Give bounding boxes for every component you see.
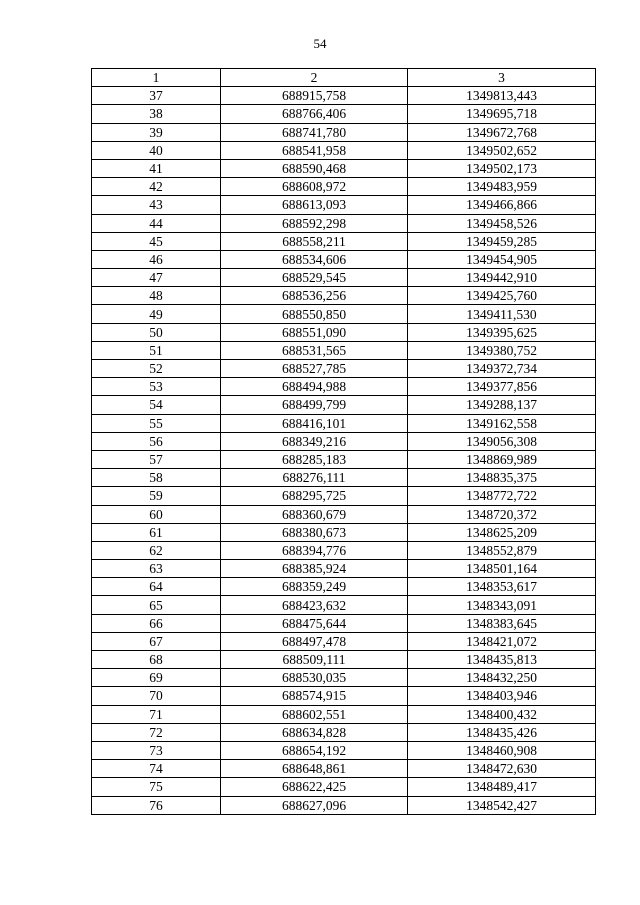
x-coordinate-cell: 688741,780 <box>221 123 408 141</box>
point-number-cell: 73 <box>92 741 221 759</box>
x-coordinate-cell: 688360,679 <box>221 505 408 523</box>
table-row <box>92 450 596 468</box>
point-number-cell: 44 <box>92 214 221 232</box>
y-coordinate-cell: 1349502,652 <box>408 141 596 159</box>
table-row <box>92 578 596 596</box>
point-number-cell: 57 <box>92 450 221 468</box>
x-coordinate-cell: 688627,096 <box>221 796 408 814</box>
table-row <box>92 214 596 232</box>
y-coordinate-cell: 1348489,417 <box>408 778 596 796</box>
x-coordinate-cell: 688276,111 <box>221 469 408 487</box>
y-coordinate-cell: 1349162,558 <box>408 414 596 432</box>
x-coordinate-cell: 688380,673 <box>221 523 408 541</box>
point-number-cell: 76 <box>92 796 221 814</box>
point-number-cell: 61 <box>92 523 221 541</box>
x-coordinate-cell: 688385,924 <box>221 560 408 578</box>
point-number-cell: 45 <box>92 232 221 250</box>
x-coordinate-cell: 688608,972 <box>221 178 408 196</box>
point-number-cell: 48 <box>92 287 221 305</box>
x-coordinate-cell: 688558,211 <box>221 232 408 250</box>
point-number-cell: 51 <box>92 341 221 359</box>
table-row <box>92 178 596 196</box>
table-row <box>92 796 596 814</box>
table-row <box>92 723 596 741</box>
y-coordinate-cell: 1349458,526 <box>408 214 596 232</box>
y-coordinate-cell: 1349502,173 <box>408 159 596 177</box>
point-number-cell: 74 <box>92 760 221 778</box>
point-number-cell: 70 <box>92 687 221 705</box>
y-coordinate-cell: 1349672,768 <box>408 123 596 141</box>
column-header-2: 2 <box>221 69 408 87</box>
x-coordinate-cell: 688634,828 <box>221 723 408 741</box>
y-coordinate-cell: 1348435,813 <box>408 651 596 669</box>
point-number-cell: 40 <box>92 141 221 159</box>
page-number: 54 <box>313 36 327 51</box>
table-row <box>92 360 596 378</box>
point-number-cell: 53 <box>92 378 221 396</box>
y-coordinate-cell: 1348353,617 <box>408 578 596 596</box>
point-number-cell: 37 <box>92 87 221 105</box>
x-coordinate-cell: 688550,850 <box>221 305 408 323</box>
y-coordinate-cell: 1349813,443 <box>408 87 596 105</box>
x-coordinate-cell: 688602,551 <box>221 705 408 723</box>
table-row <box>92 323 596 341</box>
table-row <box>92 341 596 359</box>
table-row <box>92 305 596 323</box>
point-number-cell: 56 <box>92 432 221 450</box>
y-coordinate-cell: 1348501,164 <box>408 560 596 578</box>
y-coordinate-cell: 1349056,308 <box>408 432 596 450</box>
y-coordinate-cell: 1349288,137 <box>408 396 596 414</box>
x-coordinate-cell: 688654,192 <box>221 741 408 759</box>
point-number-cell: 55 <box>92 414 221 432</box>
point-number-cell: 69 <box>92 669 221 687</box>
y-coordinate-cell: 1349380,752 <box>408 341 596 359</box>
coordinates-table <box>91 68 596 815</box>
y-coordinate-cell: 1348472,630 <box>408 760 596 778</box>
table-row <box>92 159 596 177</box>
point-number-cell: 60 <box>92 505 221 523</box>
x-coordinate-cell: 688915,758 <box>221 87 408 105</box>
point-number-cell: 75 <box>92 778 221 796</box>
table-row <box>92 287 596 305</box>
x-coordinate-cell: 688423,632 <box>221 596 408 614</box>
table-row <box>92 487 596 505</box>
y-coordinate-cell: 1349695,718 <box>408 105 596 123</box>
table-row <box>92 469 596 487</box>
table-row <box>92 396 596 414</box>
y-coordinate-cell: 1348720,372 <box>408 505 596 523</box>
point-number-cell: 68 <box>92 651 221 669</box>
table-row <box>92 632 596 650</box>
column-header-3: 3 <box>408 69 596 87</box>
table-row <box>92 414 596 432</box>
x-coordinate-cell: 688494,988 <box>221 378 408 396</box>
x-coordinate-cell: 688499,799 <box>221 396 408 414</box>
table-row <box>92 523 596 541</box>
point-number-cell: 67 <box>92 632 221 650</box>
table-row <box>92 669 596 687</box>
x-coordinate-cell: 688590,468 <box>221 159 408 177</box>
y-coordinate-cell: 1348435,426 <box>408 723 596 741</box>
point-number-cell: 54 <box>92 396 221 414</box>
x-coordinate-cell: 688613,093 <box>221 196 408 214</box>
x-coordinate-cell: 688497,478 <box>221 632 408 650</box>
point-number-cell: 49 <box>92 305 221 323</box>
table-header-row <box>92 69 596 87</box>
y-coordinate-cell: 1348869,989 <box>408 450 596 468</box>
table-row <box>92 505 596 523</box>
table-row <box>92 596 596 614</box>
table-row <box>92 378 596 396</box>
x-coordinate-cell: 688592,298 <box>221 214 408 232</box>
y-coordinate-cell: 1349454,905 <box>408 250 596 268</box>
table-row <box>92 232 596 250</box>
table-row <box>92 269 596 287</box>
point-number-cell: 66 <box>92 614 221 632</box>
point-number-cell: 39 <box>92 123 221 141</box>
table-row <box>92 614 596 632</box>
y-coordinate-cell: 1348421,072 <box>408 632 596 650</box>
y-coordinate-cell: 1349466,866 <box>408 196 596 214</box>
point-number-cell: 47 <box>92 269 221 287</box>
x-coordinate-cell: 688531,565 <box>221 341 408 359</box>
x-coordinate-cell: 688285,183 <box>221 450 408 468</box>
y-coordinate-cell: 1348542,427 <box>408 796 596 814</box>
point-number-cell: 63 <box>92 560 221 578</box>
point-number-cell: 38 <box>92 105 221 123</box>
point-number-cell: 52 <box>92 360 221 378</box>
table-row <box>92 560 596 578</box>
x-coordinate-cell: 688349,216 <box>221 432 408 450</box>
x-coordinate-cell: 688359,249 <box>221 578 408 596</box>
x-coordinate-cell: 688536,256 <box>221 287 408 305</box>
y-coordinate-cell: 1349425,760 <box>408 287 596 305</box>
x-coordinate-cell: 688529,545 <box>221 269 408 287</box>
y-coordinate-cell: 1349459,285 <box>408 232 596 250</box>
x-coordinate-cell: 688574,915 <box>221 687 408 705</box>
y-coordinate-cell: 1348552,879 <box>408 541 596 559</box>
table-row <box>92 778 596 796</box>
table-row <box>92 687 596 705</box>
x-coordinate-cell: 688394,776 <box>221 541 408 559</box>
point-number-cell: 46 <box>92 250 221 268</box>
table-row <box>92 123 596 141</box>
x-coordinate-cell: 688551,090 <box>221 323 408 341</box>
point-number-cell: 43 <box>92 196 221 214</box>
y-coordinate-cell: 1348343,091 <box>408 596 596 614</box>
point-number-cell: 41 <box>92 159 221 177</box>
y-coordinate-cell: 1348772,722 <box>408 487 596 505</box>
x-coordinate-cell: 688475,644 <box>221 614 408 632</box>
x-coordinate-cell: 688527,785 <box>221 360 408 378</box>
y-coordinate-cell: 1349395,625 <box>408 323 596 341</box>
x-coordinate-cell: 688416,101 <box>221 414 408 432</box>
table-row <box>92 432 596 450</box>
table-row <box>92 741 596 759</box>
point-number-cell: 64 <box>92 578 221 596</box>
y-coordinate-cell: 1349372,734 <box>408 360 596 378</box>
y-coordinate-cell: 1348460,908 <box>408 741 596 759</box>
table-row <box>92 760 596 778</box>
y-coordinate-cell: 1348400,432 <box>408 705 596 723</box>
y-coordinate-cell: 1349483,959 <box>408 178 596 196</box>
y-coordinate-cell: 1349442,910 <box>408 269 596 287</box>
point-number-cell: 71 <box>92 705 221 723</box>
x-coordinate-cell: 688509,111 <box>221 651 408 669</box>
y-coordinate-cell: 1349411,530 <box>408 305 596 323</box>
y-coordinate-cell: 1348403,946 <box>408 687 596 705</box>
x-coordinate-cell: 688622,425 <box>221 778 408 796</box>
point-number-cell: 62 <box>92 541 221 559</box>
x-coordinate-cell: 688534,606 <box>221 250 408 268</box>
table-row <box>92 651 596 669</box>
point-number-cell: 50 <box>92 323 221 341</box>
table-row <box>92 705 596 723</box>
table-row <box>92 250 596 268</box>
y-coordinate-cell: 1348835,375 <box>408 469 596 487</box>
table-body <box>92 87 596 815</box>
y-coordinate-cell: 1349377,856 <box>408 378 596 396</box>
table-row <box>92 87 596 105</box>
y-coordinate-cell: 1348432,250 <box>408 669 596 687</box>
table-row <box>92 141 596 159</box>
y-coordinate-cell: 1348383,645 <box>408 614 596 632</box>
point-number-cell: 72 <box>92 723 221 741</box>
y-coordinate-cell: 1348625,209 <box>408 523 596 541</box>
x-coordinate-cell: 688541,958 <box>221 141 408 159</box>
x-coordinate-cell: 688530,035 <box>221 669 408 687</box>
point-number-cell: 42 <box>92 178 221 196</box>
point-number-cell: 58 <box>92 469 221 487</box>
x-coordinate-cell: 688295,725 <box>221 487 408 505</box>
table-row <box>92 196 596 214</box>
x-coordinate-cell: 688766,406 <box>221 105 408 123</box>
x-coordinate-cell: 688648,861 <box>221 760 408 778</box>
column-header-1: 1 <box>92 69 221 87</box>
point-number-cell: 65 <box>92 596 221 614</box>
point-number-cell: 59 <box>92 487 221 505</box>
table-row <box>92 541 596 559</box>
table-row <box>92 105 596 123</box>
